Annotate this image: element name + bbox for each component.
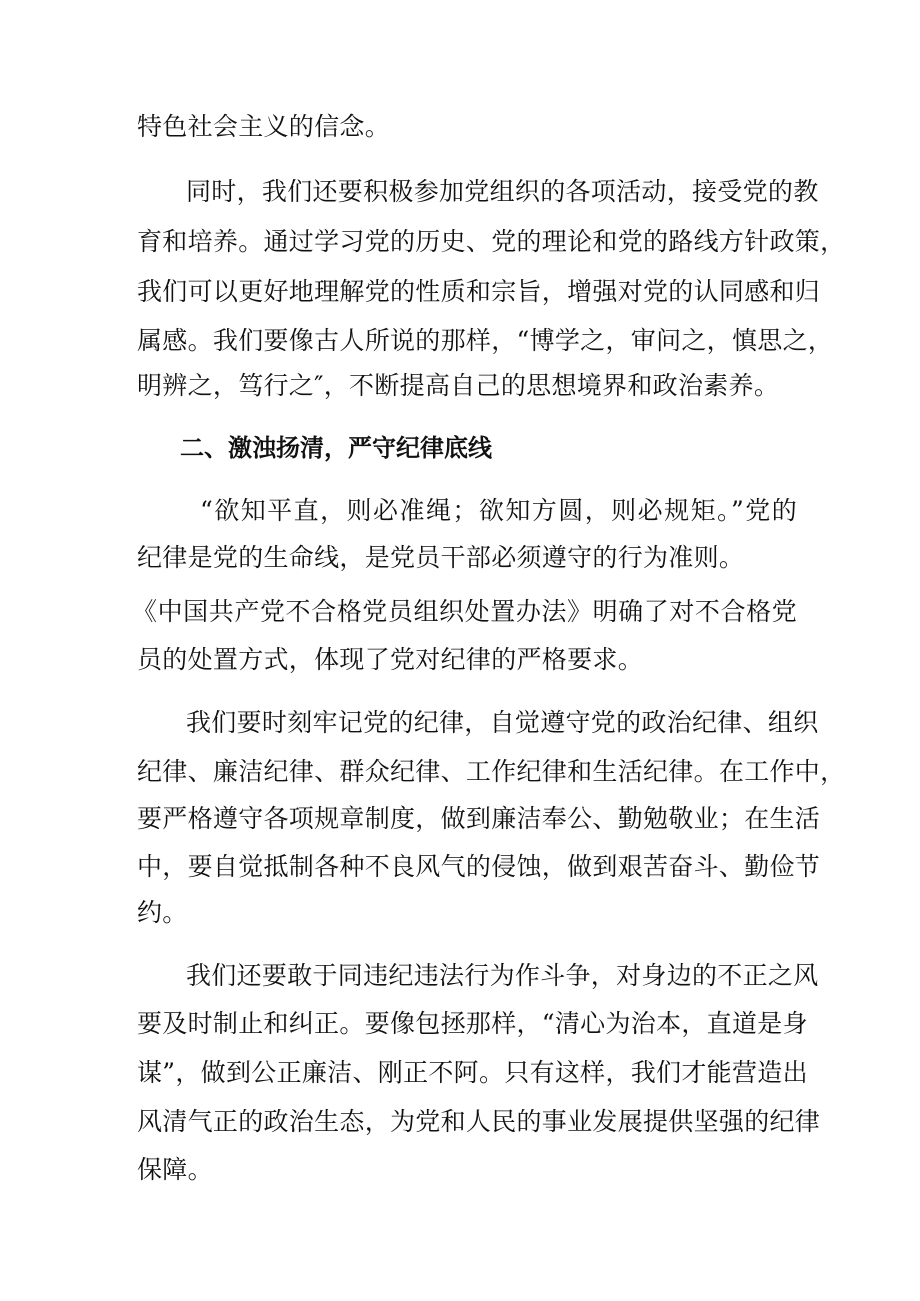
paragraph-line: 育和培养。通过学习党的历史、党的理论和党的路线方针政策， — [137, 227, 846, 256]
paragraph-line: 要严格遵守各项规章制度，做到廉洁奉公、勤勉敬业；在生活 — [137, 804, 821, 833]
paragraph-line: 我们可以更好地理解党的性质和宗旨，增强对党的认同感和归 — [137, 277, 821, 306]
section-heading: 二、激浊扬清，严守纪律底线 — [180, 434, 492, 462]
paragraph-line: 我们要时刻牢记党的纪律，自觉遵守党的政治纪律、组织 — [186, 708, 819, 737]
paragraph-line: 约。 — [137, 898, 188, 927]
paragraph-line: 纪律是党的生命线，是党员干部必须遵守的行为准则。 — [137, 543, 745, 572]
paragraph-line: 要及时制止和纠正。要像包拯那样，“清心为治本，直道是身 — [137, 1009, 808, 1038]
paragraph-line: 《中国共产党不合格党员组织处置办法》明确了对不合格党 — [132, 597, 797, 626]
paragraph-line: 谋”，做到公正廉洁、刚正不阿。只有这样，我们才能营造出 — [137, 1058, 808, 1087]
paragraph-line: 同时，我们还要积极参加党组织的各项活动，接受党的教 — [186, 177, 819, 206]
paragraph-line: 纪律、廉洁纪律、群众纪律、工作纪律和生活纪律。在工作中， — [137, 757, 846, 786]
paragraph-line: 中，要自觉抵制各种不良风气的侵蚀，做到艰苦奋斗、勤俭节 — [137, 852, 821, 881]
paragraph-line: 特色社会主义的信念。 — [137, 112, 391, 141]
paragraph-line: 风清气正的政治生态，为党和人民的事业发展提供坚强的纪律 — [137, 1107, 821, 1136]
paragraph-line: 明辨之，笃行之″，不断提高自己的思想境界和政治素养。 — [137, 371, 780, 400]
paragraph-line: 我们还要敢于同违纪违法行为作斗争，对身边的不正之风 — [186, 961, 819, 990]
paragraph-line: 保障。 — [137, 1155, 213, 1184]
paragraph-line: 员的处置方式，体现了党对纪律的严格要求。 — [137, 645, 644, 674]
paragraph-line: “欲知平直，则必准绳；欲知方圆，则必规矩。”党的 — [200, 496, 797, 525]
paragraph-line: 属感。我们要像古人所说的那样，“博学之，审问之，慎思之， — [137, 326, 834, 355]
